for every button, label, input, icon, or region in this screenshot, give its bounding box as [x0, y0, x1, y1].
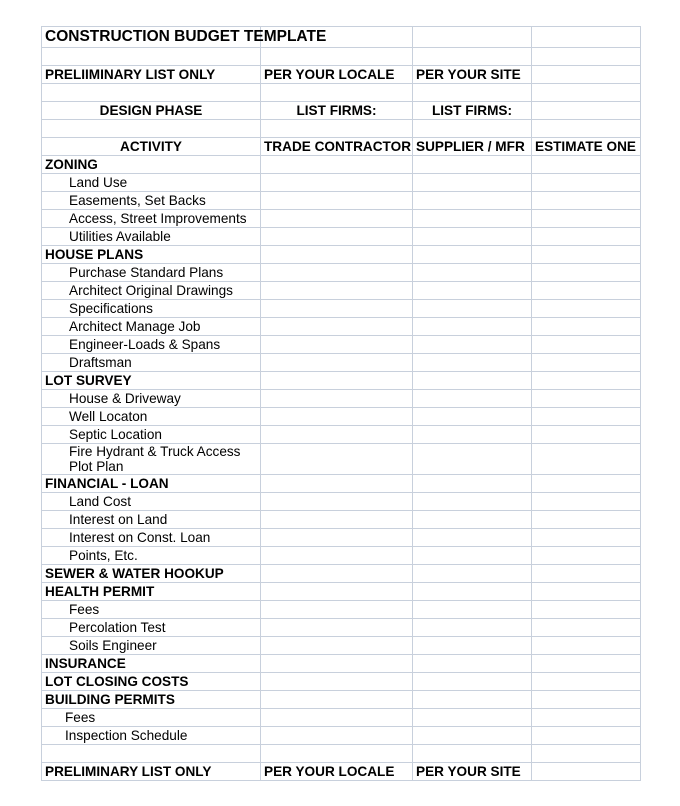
cell[interactable] [532, 583, 641, 601]
cell[interactable] [532, 48, 641, 66]
cell[interactable] [532, 529, 641, 547]
activity-item[interactable]: Inspection Schedule [42, 727, 261, 745]
cell[interactable] [261, 408, 413, 426]
cell[interactable] [532, 84, 641, 102]
cell[interactable] [532, 390, 641, 408]
cell[interactable] [532, 763, 641, 781]
cell[interactable] [261, 709, 413, 727]
activity-item[interactable]: Easements, Set Backs [42, 192, 261, 210]
locale-label[interactable]: PER YOUR LOCALE [261, 66, 413, 84]
cell[interactable] [413, 637, 532, 655]
cell[interactable] [532, 156, 641, 174]
cell[interactable] [261, 547, 413, 565]
activity-item[interactable]: Access, Street Improvements [42, 210, 261, 228]
cell[interactable] [413, 709, 532, 727]
cell[interactable] [413, 174, 532, 192]
cell[interactable] [42, 120, 261, 138]
cell[interactable] [413, 601, 532, 619]
cell[interactable] [532, 246, 641, 264]
activity-item[interactable]: Percolation Test [42, 619, 261, 637]
activity-item: Fire Hydrant & Truck Access [69, 444, 241, 459]
cell[interactable] [413, 426, 532, 444]
cell[interactable] [413, 84, 532, 102]
cell[interactable] [413, 192, 532, 210]
activity-item[interactable]: Interest on Const. Loan [42, 529, 261, 547]
cell[interactable] [413, 619, 532, 637]
list-firms-label[interactable]: LIST FIRMS: [413, 102, 532, 120]
cell[interactable] [532, 493, 641, 511]
cell[interactable] [413, 408, 532, 426]
activity-item[interactable]: Soils Engineer [42, 637, 261, 655]
site-label[interactable]: PER YOUR SITE [413, 66, 532, 84]
list-firms-label[interactable]: LIST FIRMS: [261, 102, 413, 120]
cell[interactable] [261, 529, 413, 547]
cell[interactable] [261, 372, 413, 390]
cell[interactable] [413, 390, 532, 408]
activity-item[interactable]: Fees [42, 601, 261, 619]
header-estimate[interactable]: ESTIMATE ONE [532, 138, 641, 156]
locale-label-bottom[interactable]: PER YOUR LOCALE [261, 763, 413, 781]
cell[interactable] [413, 27, 532, 48]
cell[interactable] [413, 120, 532, 138]
section-lot-closing-costs[interactable]: LOT CLOSING COSTS [42, 673, 261, 691]
cell[interactable] [413, 745, 532, 763]
activity-item[interactable]: Septic Location [42, 426, 261, 444]
section-insurance[interactable]: INSURANCE [42, 655, 261, 673]
cell[interactable] [413, 727, 532, 745]
cell[interactable] [532, 372, 641, 390]
activity-item[interactable]: Utilities Available [42, 228, 261, 246]
cell[interactable] [532, 547, 641, 565]
cell[interactable] [532, 426, 641, 444]
site-label-bottom[interactable]: PER YOUR SITE [413, 763, 532, 781]
section-lot-survey[interactable]: LOT SURVEY [42, 372, 261, 390]
cell[interactable] [532, 300, 641, 318]
header-activity[interactable]: ACTIVITY [42, 138, 261, 156]
cell[interactable] [261, 493, 413, 511]
cell[interactable] [413, 529, 532, 547]
cell[interactable] [261, 156, 413, 174]
cell[interactable] [532, 709, 641, 727]
cell[interactable] [532, 511, 641, 529]
cell[interactable] [261, 336, 413, 354]
cell[interactable] [532, 601, 641, 619]
cell[interactable] [42, 745, 261, 763]
cell[interactable] [261, 619, 413, 637]
cell[interactable] [261, 354, 413, 372]
cell[interactable] [532, 637, 641, 655]
cell[interactable] [413, 156, 532, 174]
budget-table [41, 26, 641, 781]
cell[interactable] [261, 691, 413, 709]
cell[interactable] [261, 228, 413, 246]
section-house-plans[interactable]: HOUSE PLANS [42, 246, 261, 264]
cell[interactable] [261, 583, 413, 601]
section-sewer-water[interactable]: SEWER & WATER HOOKUP [42, 565, 261, 583]
cell[interactable] [413, 691, 532, 709]
cell[interactable] [261, 745, 413, 763]
cell[interactable] [261, 637, 413, 655]
cell[interactable] [413, 318, 532, 336]
preliminary-label[interactable]: PRELIIMINARY LIST ONLY [42, 66, 261, 84]
cell[interactable] [261, 444, 413, 475]
cell[interactable] [261, 84, 413, 102]
cell[interactable] [413, 565, 532, 583]
cell[interactable] [532, 282, 641, 300]
section-health-permit[interactable]: HEALTH PERMIT [42, 583, 261, 601]
cell[interactable] [261, 264, 413, 282]
cell[interactable] [413, 673, 532, 691]
cell[interactable] [261, 673, 413, 691]
cell[interactable] [413, 444, 532, 475]
activity-item[interactable]: Draftsman [42, 354, 261, 372]
activity-item[interactable]: Land Use [42, 174, 261, 192]
cell[interactable] [413, 210, 532, 228]
cell[interactable] [42, 48, 261, 66]
cell[interactable] [261, 565, 413, 583]
cell[interactable] [532, 727, 641, 745]
cell[interactable] [532, 120, 641, 138]
cell[interactable] [261, 210, 413, 228]
cell[interactable] [261, 318, 413, 336]
budget-sheet [41, 26, 640, 781]
cell[interactable] [532, 318, 641, 336]
cell[interactable] [532, 210, 641, 228]
cell[interactable] [532, 475, 641, 493]
activity-item[interactable]: Well Locaton [42, 408, 261, 426]
activity-item[interactable]: Specifications [42, 300, 261, 318]
cell[interactable] [532, 228, 641, 246]
cell[interactable] [532, 673, 641, 691]
section-building-permits[interactable]: BUILDING PERMITS [42, 691, 261, 709]
preliminary-label-bottom[interactable]: PRELIMINARY LIST ONLY [42, 763, 261, 781]
cell[interactable] [261, 655, 413, 673]
cell[interactable] [261, 300, 413, 318]
cell[interactable] [532, 66, 641, 84]
cell[interactable] [413, 354, 532, 372]
cell[interactable] [413, 246, 532, 264]
activity-item[interactable]: Architect Manage Job [42, 318, 261, 336]
cell[interactable] [532, 565, 641, 583]
cell[interactable] [261, 511, 413, 529]
activity-item: Plot Plan [69, 459, 124, 474]
cell[interactable] [532, 354, 641, 372]
activity-item[interactable]: Engineer-Loads & Spans [42, 336, 261, 354]
cell[interactable] [261, 246, 413, 264]
section-financial-loan[interactable]: FINANCIAL - LOAN [42, 475, 261, 493]
cell[interactable] [261, 120, 413, 138]
cell[interactable] [413, 547, 532, 565]
cell[interactable] [261, 282, 413, 300]
cell[interactable] [261, 48, 413, 66]
cell[interactable] [413, 48, 532, 66]
cell[interactable] [261, 174, 413, 192]
cell[interactable] [413, 336, 532, 354]
cell[interactable] [413, 511, 532, 529]
activity-item[interactable]: House & Driveway [42, 390, 261, 408]
cell[interactable] [413, 228, 532, 246]
cell[interactable] [261, 727, 413, 745]
cell[interactable] [532, 745, 641, 763]
cell[interactable] [532, 336, 641, 354]
cell[interactable] [413, 372, 532, 390]
cell[interactable] [532, 102, 641, 120]
cell[interactable] [532, 619, 641, 637]
cell[interactable] [532, 174, 641, 192]
activity-item[interactable]: Purchase Standard Plans [42, 264, 261, 282]
cell[interactable] [413, 583, 532, 601]
cell[interactable] [413, 300, 532, 318]
cell[interactable] [261, 475, 413, 493]
cell[interactable] [261, 426, 413, 444]
cell[interactable] [532, 691, 641, 709]
activity-item[interactable]: Land Cost [42, 493, 261, 511]
design-phase-label[interactable]: DESIGN PHASE [42, 102, 261, 120]
cell[interactable] [532, 192, 641, 210]
activity-item[interactable]: Points, Etc. [42, 547, 261, 565]
cell[interactable] [413, 282, 532, 300]
cell[interactable] [261, 192, 413, 210]
cell[interactable] [532, 264, 641, 282]
activity-item[interactable]: Interest on Land [42, 511, 261, 529]
cell[interactable] [413, 493, 532, 511]
cell[interactable] [532, 655, 641, 673]
activity-item-multiline[interactable] [42, 444, 261, 475]
cell[interactable] [413, 264, 532, 282]
cell[interactable] [413, 475, 532, 493]
sheet-title[interactable]: CONSTRUCTION BUDGET TEMPLATE [42, 27, 261, 48]
cell[interactable] [261, 390, 413, 408]
activity-item[interactable]: Architect Original Drawings [42, 282, 261, 300]
header-supplier[interactable]: SUPPLIER / MFR [413, 138, 532, 156]
cell[interactable] [532, 408, 641, 426]
section-zoning[interactable]: ZONING [42, 156, 261, 174]
header-trade-contractor[interactable]: TRADE CONTRACTOR [261, 138, 413, 156]
cell[interactable] [42, 84, 261, 102]
cell[interactable] [532, 27, 641, 48]
cell[interactable] [261, 601, 413, 619]
activity-item[interactable]: Fees [42, 709, 261, 727]
cell[interactable] [413, 655, 532, 673]
cell[interactable] [532, 444, 641, 475]
